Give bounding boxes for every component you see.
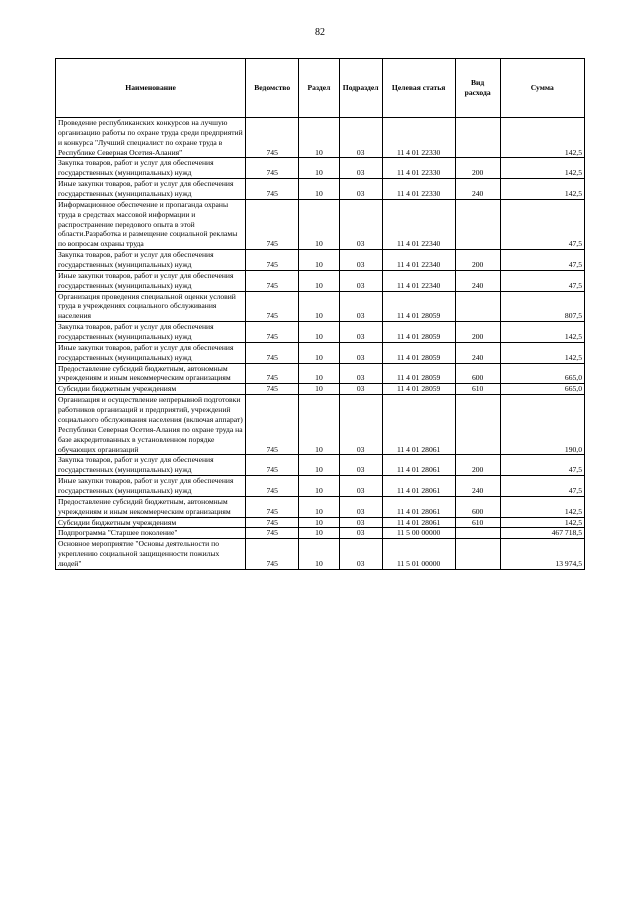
cell-name: Закупка товаров, работ и услуг для обеспечения государственных (муниципальных) нужд <box>56 455 246 476</box>
cell-vid: 600 <box>455 363 500 384</box>
cell-podrazdel: 03 <box>339 496 382 517</box>
cell-summa: 142,5 <box>500 342 584 363</box>
cell-celevaya: 11 4 01 22340 <box>382 270 455 291</box>
table-row <box>56 270 585 291</box>
cell-name: Организация и осуществление непрерывной подготовки работников организаций и предприятий, учреждений социального обслуживания населения (включая аппарат) Республики Северная Осетия-Алания по охране труда на базе аккредитованных в установленном порядке обучающих организаций <box>56 395 246 455</box>
cell-name: Предоставление субсидий бюджетным, автономным учреждениям и иным некоммерческим организациям <box>56 496 246 517</box>
cell-summa: 665,0 <box>500 384 584 395</box>
cell-razdel: 10 <box>299 476 340 497</box>
table-row <box>56 322 585 343</box>
cell-vedomstvo: 745 <box>246 363 299 384</box>
cell-name: Субсидии бюджетным учреждениям <box>56 517 246 528</box>
cell-celevaya: 11 4 01 28061 <box>382 517 455 528</box>
cell-name: Проведение республиканских конкурсов на лучшую организацию работы по охране труда среди предприятий и конкурса "Лучший специалист по охране труда в Республике Северная Осетия-Алания" <box>56 118 246 158</box>
cell-vid: 200 <box>455 158 500 179</box>
cell-name: Иные закупки товаров, работ и услуг для обеспечения государственных (муниципальных) нужд <box>56 270 246 291</box>
cell-summa: 47,5 <box>500 270 584 291</box>
cell-summa: 190,0 <box>500 395 584 455</box>
cell-celevaya: 11 4 01 28061 <box>382 395 455 455</box>
cell-name: Иные закупки товаров, работ и услуг для обеспечения государственных (муниципальных) нужд <box>56 179 246 200</box>
cell-razdel: 10 <box>299 291 340 322</box>
cell-podrazdel: 03 <box>339 322 382 343</box>
cell-name: Организация проведения специальной оценки условий труда в учреждениях социального обслуживания населения <box>56 291 246 322</box>
cell-vedomstvo: 745 <box>246 496 299 517</box>
table-row <box>56 363 585 384</box>
cell-vid: 200 <box>455 322 500 343</box>
table-row <box>56 476 585 497</box>
cell-summa: 142,5 <box>500 158 584 179</box>
cell-summa: 13 974,5 <box>500 539 584 570</box>
cell-vid <box>455 199 500 249</box>
cell-vedomstvo: 745 <box>246 322 299 343</box>
page-number: 82 <box>315 27 325 38</box>
cell-razdel: 10 <box>299 179 340 200</box>
cell-vedomstvo: 745 <box>246 199 299 249</box>
cell-vid <box>455 291 500 322</box>
table-row <box>56 199 585 249</box>
cell-podrazdel: 03 <box>339 363 382 384</box>
cell-celevaya: 11 4 01 22330 <box>382 118 455 158</box>
header-summa: Сумма <box>500 59 584 118</box>
cell-razdel: 10 <box>299 158 340 179</box>
cell-vedomstvo: 745 <box>246 476 299 497</box>
header-vedomstvo: Ведомство <box>246 59 299 118</box>
cell-summa: 47,5 <box>500 250 584 271</box>
cell-vedomstvo: 745 <box>246 179 299 200</box>
cell-vedomstvo: 745 <box>246 539 299 570</box>
cell-podrazdel: 03 <box>339 291 382 322</box>
cell-razdel: 10 <box>299 528 340 539</box>
cell-summa: 47,5 <box>500 199 584 249</box>
cell-name: Закупка товаров, работ и услуг для обеспечения государственных (муниципальных) нужд <box>56 250 246 271</box>
cell-celevaya: 11 4 01 22330 <box>382 179 455 200</box>
table-row <box>56 395 585 455</box>
cell-name: Закупка товаров, работ и услуг для обеспечения государственных (муниципальных) нужд <box>56 158 246 179</box>
cell-summa: 142,5 <box>500 496 584 517</box>
cell-podrazdel: 03 <box>339 395 382 455</box>
cell-podrazdel: 03 <box>339 342 382 363</box>
cell-razdel: 10 <box>299 455 340 476</box>
cell-vedomstvo: 745 <box>246 384 299 395</box>
cell-podrazdel: 03 <box>339 455 382 476</box>
cell-name: Закупка товаров, работ и услуг для обеспечения государственных (муниципальных) нужд <box>56 322 246 343</box>
header-row <box>56 59 585 118</box>
cell-vedomstvo: 745 <box>246 395 299 455</box>
cell-podrazdel: 03 <box>339 199 382 249</box>
table-row <box>56 179 585 200</box>
cell-vid <box>455 395 500 455</box>
table-row <box>56 539 585 570</box>
cell-summa: 665,0 <box>500 363 584 384</box>
cell-razdel: 10 <box>299 517 340 528</box>
cell-summa: 467 718,5 <box>500 528 584 539</box>
table-row <box>56 250 585 271</box>
cell-celevaya: 11 4 01 28061 <box>382 496 455 517</box>
table-row <box>56 496 585 517</box>
cell-celevaya: 11 4 01 28061 <box>382 476 455 497</box>
cell-celevaya: 11 4 01 28059 <box>382 384 455 395</box>
cell-razdel: 10 <box>299 496 340 517</box>
cell-vedomstvo: 745 <box>246 528 299 539</box>
cell-vid: 240 <box>455 342 500 363</box>
cell-podrazdel: 03 <box>339 384 382 395</box>
table-row <box>56 118 585 158</box>
cell-celevaya: 11 4 01 22340 <box>382 199 455 249</box>
cell-name: Субсидии бюджетным учреждениям <box>56 384 246 395</box>
cell-summa: 807,5 <box>500 291 584 322</box>
cell-podrazdel: 03 <box>339 118 382 158</box>
cell-name: Информационное обеспечение и пропаганда охраны труда в средствах массовой информации и распространение передового опыта в этой области.Разработка и размещение социальной рекламы по вопросам охраны труда <box>56 199 246 249</box>
cell-summa: 142,5 <box>500 322 584 343</box>
cell-razdel: 10 <box>299 250 340 271</box>
header-razdel: Раздел <box>299 59 340 118</box>
cell-celevaya: 11 4 01 28059 <box>382 322 455 343</box>
cell-vedomstvo: 745 <box>246 250 299 271</box>
cell-celevaya: 11 5 00 00000 <box>382 528 455 539</box>
cell-celevaya: 11 4 01 28059 <box>382 342 455 363</box>
table-body <box>56 118 585 570</box>
cell-summa: 142,5 <box>500 517 584 528</box>
cell-name: Подпрограмма "Старшее поколение" <box>56 528 246 539</box>
cell-vid: 240 <box>455 270 500 291</box>
cell-vedomstvo: 745 <box>246 291 299 322</box>
cell-podrazdel: 03 <box>339 158 382 179</box>
header-vid: Вид расхода <box>455 59 500 118</box>
table-row <box>56 528 585 539</box>
cell-vedomstvo: 745 <box>246 270 299 291</box>
cell-podrazdel: 03 <box>339 528 382 539</box>
header-name: Наименование <box>56 59 246 118</box>
cell-celevaya: 11 4 01 28059 <box>382 291 455 322</box>
cell-vedomstvo: 745 <box>246 342 299 363</box>
cell-name: Иные закупки товаров, работ и услуг для обеспечения государственных (муниципальных) нужд <box>56 342 246 363</box>
cell-vedomstvo: 745 <box>246 118 299 158</box>
cell-razdel: 10 <box>299 395 340 455</box>
cell-razdel: 10 <box>299 118 340 158</box>
cell-name: Предоставление субсидий бюджетным, автономным учреждениям и иным некоммерческим организациям <box>56 363 246 384</box>
cell-summa: 142,5 <box>500 179 584 200</box>
table-row <box>56 291 585 322</box>
cell-vid: 610 <box>455 384 500 395</box>
cell-vid: 240 <box>455 476 500 497</box>
cell-vid: 200 <box>455 455 500 476</box>
table-row <box>56 455 585 476</box>
cell-vedomstvo: 745 <box>246 158 299 179</box>
cell-razdel: 10 <box>299 199 340 249</box>
cell-podrazdel: 03 <box>339 539 382 570</box>
cell-vid: 610 <box>455 517 500 528</box>
cell-podrazdel: 03 <box>339 179 382 200</box>
cell-vid: 600 <box>455 496 500 517</box>
cell-summa: 47,5 <box>500 476 584 497</box>
cell-razdel: 10 <box>299 384 340 395</box>
cell-vedomstvo: 745 <box>246 517 299 528</box>
cell-vid <box>455 539 500 570</box>
cell-razdel: 10 <box>299 363 340 384</box>
table-row <box>56 384 585 395</box>
cell-name: Иные закупки товаров, работ и услуг для обеспечения государственных (муниципальных) нужд <box>56 476 246 497</box>
cell-vid: 200 <box>455 250 500 271</box>
cell-vedomstvo: 745 <box>246 455 299 476</box>
cell-vid: 240 <box>455 179 500 200</box>
cell-celevaya: 11 4 01 28059 <box>382 363 455 384</box>
table-row <box>56 342 585 363</box>
cell-summa: 47,5 <box>500 455 584 476</box>
cell-razdel: 10 <box>299 342 340 363</box>
cell-razdel: 10 <box>299 270 340 291</box>
cell-podrazdel: 03 <box>339 476 382 497</box>
cell-podrazdel: 03 <box>339 250 382 271</box>
budget-table <box>55 58 585 570</box>
cell-name: Основное мероприятие "Основы деятельности по укреплению социальной защищенности пожилых людей" <box>56 539 246 570</box>
cell-celevaya: 11 5 01 00000 <box>382 539 455 570</box>
cell-vid <box>455 528 500 539</box>
header-celevaya: Целевая статья <box>382 59 455 118</box>
cell-podrazdel: 03 <box>339 270 382 291</box>
cell-celevaya: 11 4 01 22330 <box>382 158 455 179</box>
table-row <box>56 158 585 179</box>
cell-summa: 142,5 <box>500 118 584 158</box>
cell-vid <box>455 118 500 158</box>
cell-celevaya: 11 4 01 28061 <box>382 455 455 476</box>
cell-razdel: 10 <box>299 539 340 570</box>
cell-celevaya: 11 4 01 22340 <box>382 250 455 271</box>
cell-razdel: 10 <box>299 322 340 343</box>
cell-podrazdel: 03 <box>339 517 382 528</box>
table-row <box>56 517 585 528</box>
header-podrazdel: Подраздел <box>339 59 382 118</box>
